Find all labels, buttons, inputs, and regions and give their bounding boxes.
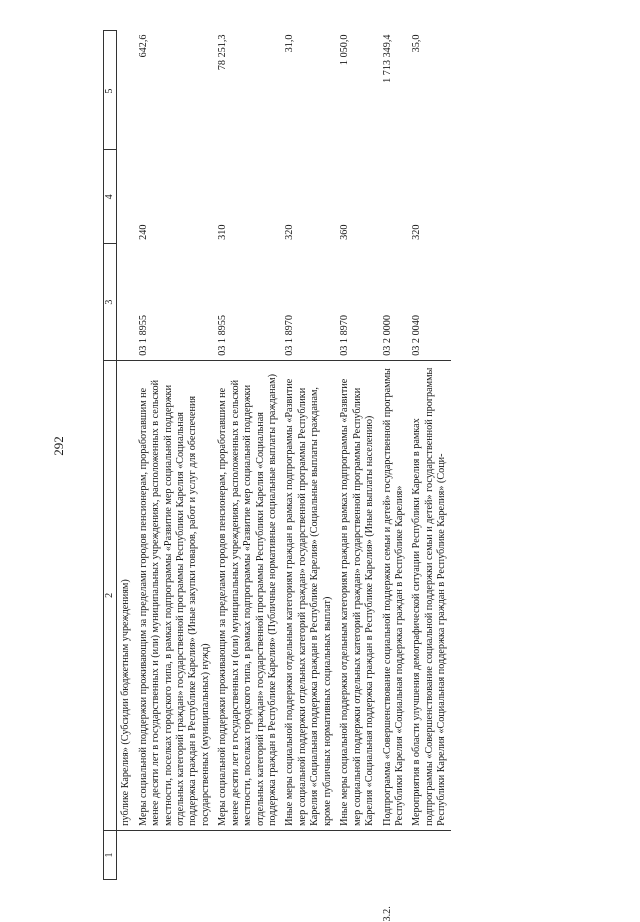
header-col-3: 3 [104, 244, 117, 360]
table-row [379, 31, 409, 880]
page-number: 292 [51, 436, 66, 456]
row-number: 3.2. [381, 906, 393, 922]
row-target-code: 03 2 0040 [411, 315, 423, 356]
row-expense-type [379, 150, 409, 244]
row-expense-type [117, 150, 135, 244]
row-description: Меры социальной поддержки проживающим за пределами городов пенсионерам, проработавшим не менее десяти лет в государственных и (или) муниципальных учреждениях, расположенных в сельской местности, поселках городского типа, в рамках подпрограммы «Развитие мер социальной поддержки отдельных категорий граждан» государственной программы Республики Карелия «Социальная поддержка граждан в Республике Карелия» (Публичные нормативные социальные выплаты гражданам) [214, 360, 281, 830]
row-description: Меры социальной поддержки проживающим за пределами городов пенсионерам, проработавшим не менее десяти лет в государственных и (или) муниципальных учреждениях, расположенных в сельской местности, поселках городского типа, в рамках подпрограммы «Развитие мер социальной поддержки отдельных категорий граждан» государственной программы Республики Карелия «Социальная поддержка граждан в Республике Карелия» (Иные закупки товаров, работ и услуг для обеспечения государственных (муниципальных) нужд) [135, 360, 215, 830]
header-col-1: 1 [104, 830, 117, 879]
table-row [135, 31, 215, 880]
row-amount: 1 050,0 [339, 34, 351, 66]
row-amount: 78 251,3 [217, 34, 229, 71]
table-row [117, 31, 135, 880]
row-amount: 31,0 [284, 34, 296, 53]
row-description: Подпрограмма «Совершенствование социальной поддержки семьи и детей» государственной программы Республики Карелия «Социальная поддержка граждан в Республике Карелия» [379, 360, 409, 830]
table-row [214, 31, 281, 880]
row-description: Иные меры социальной поддержки отдельным категориям граждан в рамках подпрограммы «Развитие мер социальной поддержки отдельных категорий граждан» государственной программы Республики Карелия «Социальная поддержка граждан в Республике Карелия» (Иные выплаты населению) [336, 360, 378, 830]
budget-table [103, 30, 451, 922]
row-target-code: 03 2 0000 [381, 315, 393, 356]
row-description: Мероприятия в области улучшения демографической ситуации Республики Карелия в рамках подпрограммы «Совершенствование социальной поддержки семьи и детей» государственной программы Республики Карелия «Социальная поддержка граждан в Республике Карелия» (Соци- [408, 360, 450, 830]
row-expense-type: 310 [217, 224, 229, 240]
header-col-4: 4 [104, 150, 117, 244]
row-target-code: 03 1 8970 [284, 315, 296, 356]
header-col-2: 2 [104, 360, 117, 830]
row-description: публике Карелия» (Субсидии бюджетным учреждениям) [117, 360, 135, 830]
row-expense-type: 360 [339, 224, 351, 240]
row-expense-type: 240 [137, 224, 149, 240]
row-amount [117, 31, 135, 150]
row-description: Иные меры социальной поддержки отдельным категориям граждан в рамках подпрограммы «Развитие мер социальной поддержки отдельных категорий граждан» государственной программы Республики Карелия «Социальная поддержка граждан в Республике Карелия» (Социальные выплаты гражданам, кроме публичных нормативных социальных выплат) [281, 360, 336, 830]
row-amount: 642,6 [137, 34, 149, 58]
row-target-code [117, 244, 135, 360]
row-target-code: 03 1 8955 [137, 315, 149, 356]
table-row [281, 31, 336, 880]
row-expense-type: 320 [284, 224, 296, 240]
row-amount: 1 713 349,4 [381, 34, 393, 83]
rotated-page-content [103, 30, 583, 922]
row-target-code: 03 1 8970 [339, 315, 351, 356]
table-header-row [104, 31, 117, 880]
table-row [408, 31, 450, 880]
row-amount: 35,0 [411, 34, 423, 53]
row-expense-type: 320 [411, 224, 423, 240]
table-row [336, 31, 378, 880]
header-col-5: 5 [104, 31, 117, 150]
row-target-code: 03 1 8955 [217, 315, 229, 356]
